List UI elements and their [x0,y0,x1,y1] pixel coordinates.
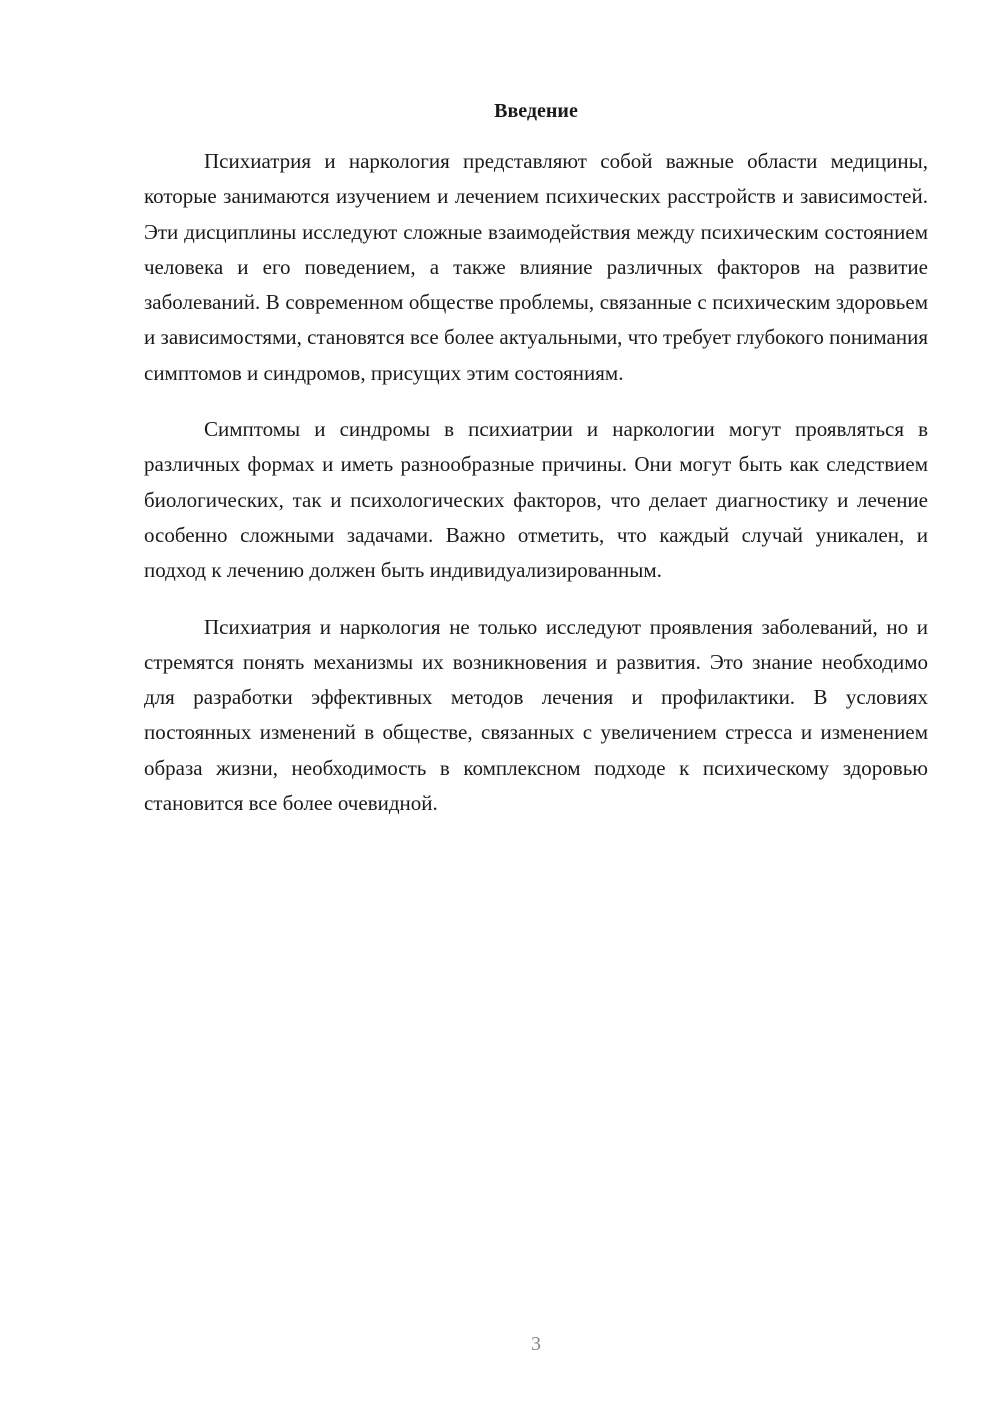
paragraph-1: Психиатрия и наркология представляют собой важные области медицины, которые занимаются изучением и лечением психических расстройств и зависимостей. Эти дисциплины исследуют сложные взаимодействия между психическим состоянием человека и его поведением, а также влияние различных факторов на развитие заболеваний. В современном обществе проблемы, связанные с психическим здоровьем и зависимостями, становятся все более актуальными, что требует глубокого понимания симптомов и синдромов, присущих этим состояниям. [144,149,928,385]
page-number: 3 [531,1333,541,1355]
page-content [144,96,928,842]
paragraph-2: Симптомы и синдромы в психиатрии и наркологии могут проявляться в различных формах и иметь разнообразные причины. Они могут быть как следствием биологических, так и психологических факторов, что делает диагностику и лечение особенно сложными задачами. Важно отметить, что каждый случай уникален, и подход к лечению должен быть индивидуализированным. [144,417,928,583]
section-title: Введение [494,100,578,122]
paragraph-3: Психиатрия и наркология не только исследуют проявления заболеваний, но и стремятся понять механизмы их возникновения и развития. Это знание необходимо для разработки эффективных методов лечения и профилактики. В условиях постоянных изменений в обществе, связанных с увеличением стресса и изменением образа жизни, необходимость в комплексном подходе к психическому здоровью становится все более очевидной. [144,614,928,816]
